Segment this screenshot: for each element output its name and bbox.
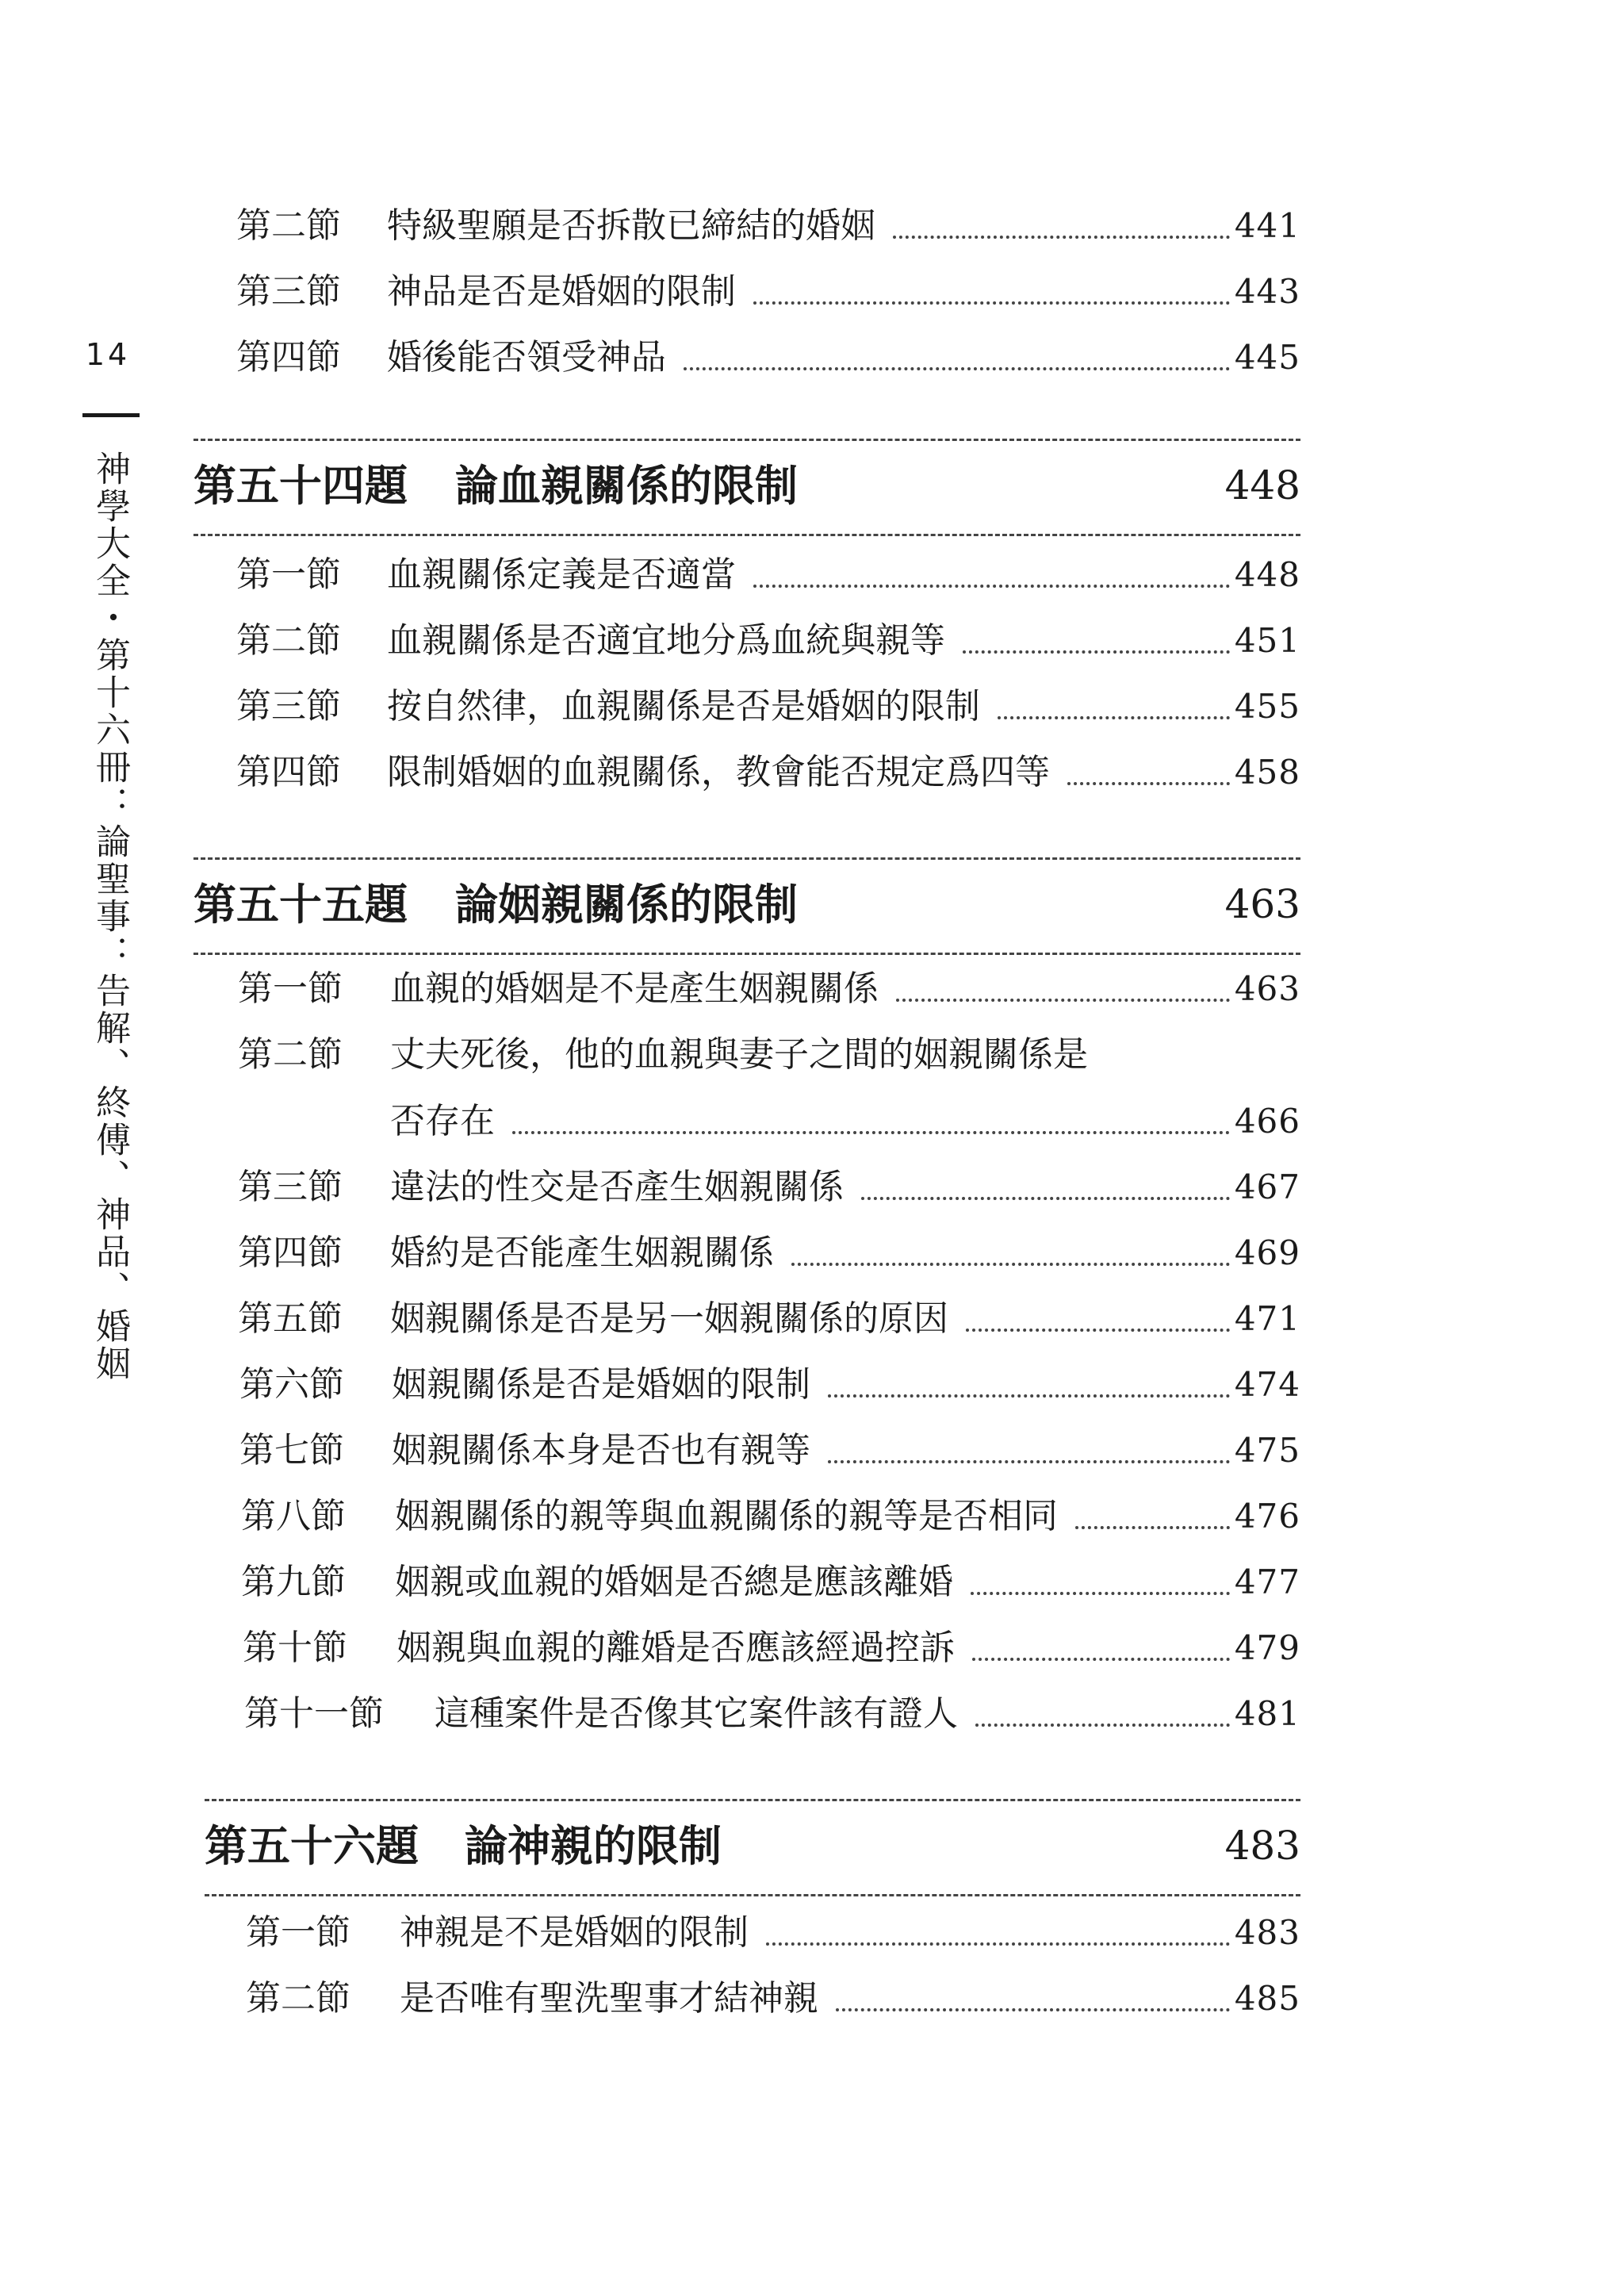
chapter-page: 463 xyxy=(1224,881,1300,927)
toc-entry[interactable] xyxy=(236,740,1300,805)
section-page: 463 xyxy=(1234,969,1300,1008)
section-label: 第九節 xyxy=(241,1562,346,1602)
toc-entry[interactable] xyxy=(244,1681,1300,1747)
toc-entry[interactable] xyxy=(246,1966,1300,2031)
section-label: 第四節 xyxy=(238,1233,343,1273)
section-page: 474 xyxy=(1234,1365,1300,1404)
section-title: 婚約是否能產生姻親關係 xyxy=(390,1233,774,1273)
toc-entry[interactable] xyxy=(238,1286,1300,1352)
section-page: 479 xyxy=(1234,1628,1300,1667)
page-number: 14 xyxy=(85,337,131,372)
section-title: 違法的性交是否產生姻親關係 xyxy=(390,1167,844,1207)
dot-leader xyxy=(975,1724,1230,1727)
toc-entry[interactable] xyxy=(246,1900,1300,1965)
section-page: 443 xyxy=(1234,272,1300,311)
section-label: 第十一節 xyxy=(244,1693,384,1734)
dot-leader xyxy=(753,301,1230,305)
section-label: 第三節 xyxy=(236,271,341,312)
dot-leader xyxy=(828,1394,1230,1398)
section-page: 445 xyxy=(1234,338,1300,377)
section-page: 451 xyxy=(1234,621,1300,660)
chapter-heading[interactable] xyxy=(193,439,1300,534)
section-page: 477 xyxy=(1234,1563,1300,1601)
chapter-heading[interactable] xyxy=(205,1799,1300,1894)
section-label: 第一節 xyxy=(238,968,343,1009)
section-title: 姻親關係的親等與血親關係的親等是否相同 xyxy=(395,1496,1058,1536)
chapter-label: 第五十六題 xyxy=(205,1820,419,1871)
chapter-rule-top xyxy=(193,439,1300,441)
chapter-rule-top xyxy=(205,1799,1300,1801)
chapter-rule-bottom xyxy=(205,1894,1300,1896)
dot-leader xyxy=(684,367,1230,370)
dot-leader xyxy=(998,716,1230,719)
section-title: 姻親關係本身是否也有親等 xyxy=(392,1430,810,1471)
section-title: 這種案件是否像其它案件該有證人 xyxy=(435,1693,958,1734)
section-label: 第一節 xyxy=(236,554,341,595)
section-page: 466 xyxy=(1234,1102,1300,1141)
section-title: 血親關係是否適宜地分爲血統與親等 xyxy=(387,620,945,661)
dot-leader xyxy=(896,999,1230,1002)
section-label: 第四節 xyxy=(236,752,341,792)
dot-leader xyxy=(836,2008,1230,2011)
section-title: 血親關係定義是否適當 xyxy=(387,554,736,595)
dot-leader xyxy=(893,236,1230,239)
section-label: 第四節 xyxy=(236,337,341,378)
section-label: 第三節 xyxy=(238,1167,343,1207)
toc-entry[interactable] xyxy=(243,1616,1300,1681)
toc-entry[interactable] xyxy=(236,194,1300,259)
dot-leader xyxy=(861,1197,1230,1200)
section-title-continued: 否存在 xyxy=(390,1101,495,1141)
chapter-title: 論姻親關係的限制 xyxy=(455,879,798,930)
section-page: 458 xyxy=(1234,753,1300,792)
dot-leader xyxy=(963,650,1230,654)
section-label: 第二節 xyxy=(246,1978,350,2019)
dot-leader xyxy=(1067,782,1230,785)
toc-entry[interactable] xyxy=(236,259,1300,324)
chapter-rule-bottom xyxy=(193,953,1300,955)
section-label: 第二節 xyxy=(236,205,341,246)
section-page: 455 xyxy=(1234,687,1300,726)
chapter-label: 第五十四題 xyxy=(193,460,408,511)
section-label: 第十節 xyxy=(243,1628,347,1668)
section-title: 姻親或血親的婚姻是否總是應該離婚 xyxy=(395,1562,953,1602)
section-label: 第八節 xyxy=(241,1496,346,1536)
toc-entry[interactable] xyxy=(236,608,1300,673)
dot-leader xyxy=(971,1592,1230,1595)
section-page: 485 xyxy=(1234,1979,1300,2018)
toc-entry[interactable] xyxy=(239,1352,1300,1417)
section-page: 481 xyxy=(1234,1694,1300,1733)
chapter-rule-bottom xyxy=(193,534,1300,536)
dot-leader xyxy=(512,1131,1230,1134)
dot-leader xyxy=(1075,1526,1230,1529)
section-title: 姻親關係是否是另一姻親關係的原因 xyxy=(390,1298,948,1339)
margin-rule xyxy=(82,413,140,417)
toc-entry[interactable] xyxy=(239,1418,1300,1483)
toc-entry[interactable] xyxy=(238,957,1300,1022)
section-title: 按自然律，血親關係是否是婚姻的限制 xyxy=(387,686,980,727)
section-label: 第五節 xyxy=(238,1298,343,1339)
running-title: 神學大全・第十六冊：論聖事：告解、終傅、神品、婚姻 xyxy=(90,451,130,1382)
section-page: 469 xyxy=(1234,1233,1300,1272)
chapter-title: 論血親關係的限制 xyxy=(455,460,798,511)
chapter-label: 第五十五題 xyxy=(193,879,408,930)
dot-leader xyxy=(828,1460,1230,1463)
dot-leader xyxy=(791,1263,1230,1266)
section-page: 475 xyxy=(1234,1431,1300,1470)
section-title: 神品是否是婚姻的限制 xyxy=(387,271,736,312)
section-label: 第一節 xyxy=(246,1912,350,1953)
section-title: 特級聖願是否拆散已締結的婚姻 xyxy=(387,205,875,246)
section-page: 467 xyxy=(1234,1168,1300,1206)
toc-entry[interactable] xyxy=(241,1484,1300,1549)
section-label: 第六節 xyxy=(239,1364,344,1405)
section-title: 丈夫死後，他的血親與妻子之間的姻親關係是 xyxy=(390,1034,1088,1075)
section-label: 第七節 xyxy=(239,1430,344,1471)
section-title: 是否唯有聖洗聖事才結神親 xyxy=(400,1978,818,2019)
section-title: 姻親關係是否是婚姻的限制 xyxy=(392,1364,810,1405)
toc-entry[interactable] xyxy=(236,543,1300,608)
chapter-title: 論神親的限制 xyxy=(465,1820,722,1871)
chapter-rule-top xyxy=(193,857,1300,860)
chapter-heading[interactable] xyxy=(193,857,1300,953)
dot-leader xyxy=(753,585,1230,588)
section-title: 血親的婚姻是不是產生姻親關係 xyxy=(390,968,879,1009)
section-label: 第二節 xyxy=(236,620,341,661)
toc-entry[interactable] xyxy=(236,674,1300,739)
dot-leader xyxy=(766,1942,1230,1946)
toc-entry[interactable] xyxy=(238,1221,1300,1286)
section-title: 婚後能否領受神品 xyxy=(387,337,666,378)
section-page: 476 xyxy=(1234,1497,1300,1536)
toc-entry[interactable] xyxy=(238,1022,1300,1154)
dot-leader xyxy=(972,1658,1230,1661)
section-page: 441 xyxy=(1234,206,1300,245)
section-title: 神親是不是婚姻的限制 xyxy=(400,1912,749,1953)
section-page: 483 xyxy=(1234,1913,1300,1952)
section-title: 姻親與血親的離婚是否應該經過控訴 xyxy=(396,1628,955,1668)
toc-entry[interactable] xyxy=(238,1155,1300,1220)
toc-entry[interactable] xyxy=(241,1550,1300,1615)
chapter-page: 448 xyxy=(1224,462,1300,508)
dot-leader xyxy=(966,1329,1230,1332)
section-page: 448 xyxy=(1234,555,1300,594)
section-label: 第三節 xyxy=(236,686,341,727)
section-label: 第二節 xyxy=(238,1034,343,1075)
section-title: 限制婚姻的血親關係，教會能否規定爲四等 xyxy=(387,752,1050,792)
toc-entry[interactable] xyxy=(236,325,1300,390)
section-page: 471 xyxy=(1234,1299,1300,1338)
chapter-page: 483 xyxy=(1224,1823,1300,1869)
